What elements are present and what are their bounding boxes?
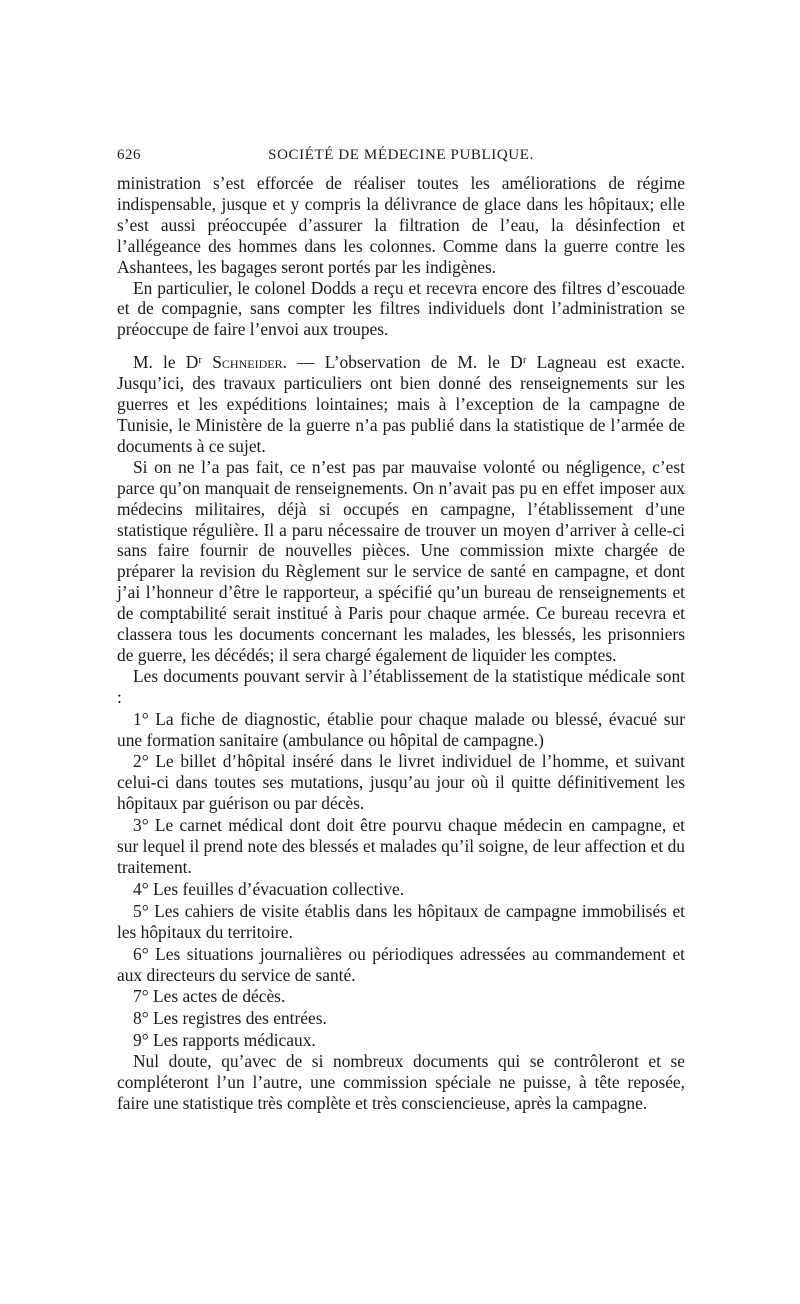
body-text (117, 173, 685, 1114)
list-item: 1° La fiche de diagnostic, établie pour chaque malade ou blessé, évacué sur une formation sanitaire (ambulance ou hôpital de campagne.) (117, 708, 685, 750)
list-item: 5° Les cahiers de visite établis dans les hôpitaux de campagne immobilisés et les hôpitaux du territoire. (117, 900, 685, 942)
list-item: 9° Les rapports médicaux. (133, 1030, 316, 1051)
list-item: 7° Les actes de décès. (133, 986, 286, 1007)
running-header (117, 147, 685, 171)
paragraph-schneider-text: — L’observation de M. le Dʳ Lagneau est exacte. Jusqu’ici, des travaux particuliers ont bien donné des renseignements sur les guerres et les expéditions lointaines; mais à l’exception de la campagne de Tunisie, le Ministère de la guerre n’a pas publié dans la statistique de l’armée de documents à ce sujet. (117, 352, 685, 456)
speaker-name: Schneider. (212, 352, 287, 373)
list-item: 6° Les situations journalières ou périodiques adressées au commandement et aux directeurs du service de santé. (117, 943, 685, 985)
paragraph-continuation: ministration s’est efforcée de réaliser toutes les améliorations de régime indispensable, jusque et y compris la délivrance de glace dans les hôpitaux; elle s’est aussi préoccupée d’assurer la filtration de l’eau, la désinfection et l’allégeance des hommes dans les colonnes. Comme dans la guerre contre les Ashantees, les bagages seront portés par les indigènes. (117, 173, 685, 277)
paragraph-schneider (117, 352, 685, 457)
speaker-prefix: M. le Dʳ (133, 352, 213, 373)
book-page (117, 147, 685, 1114)
paragraph-statistics: Si on ne l’a pas fait, ce n’est pas par mauvaise volonté ou négligence, c’est parce qu’on manquait de renseignements. On n’avait pas pu en effet imposer aux médecins militaires, déjà si occupés en campagne, l’établissement d’une statistique régulière. Il a paru nécessaire de trouver un moyen d’arriver à celle-ci sans faire fournir de nouvelles pièces. Une commission mixte chargée de préparer la revision du Règlement sur le service de santé en campagne, et dont j’ai l’honneur d’être le rapporteur, a spécifié qu’un bureau de renseignements et de comptabilité serait institué à Paris pour chaque armée. Ce bureau recevra et classera tous les documents concernant les malades, les blessés, les prisonniers de guerre, les décédés; il sera chargé également de liquider les comptes. (117, 456, 685, 665)
list-item: 8° Les registres des entrées. (133, 1008, 327, 1029)
list-item: 4° Les feuilles d’évacuation collective. (133, 878, 405, 899)
list-item: 2° Le billet d’hôpital inséré dans le livret individuel de l’homme, et suivant celui-ci dans toutes ses mutations, jusqu’au jour où il quitte définitivement les hôpitaux par guérison ou par décès. (117, 751, 685, 814)
page-number: 626 (117, 147, 141, 163)
paragraph-filters: En particulier, le colonel Dodds a reçu et recevra encore des filtres d’escouade et de compagnie, sans compter les filtres individuels dont l’administration se préoccupe de faire l’envoi aux troupes. (117, 277, 685, 340)
paragraph-closing: Nul doute, qu’avec de si nombreux documents qui se contrôleront et se compléteront l’un l’autre, une commission spéciale ne puisse, à tête reposée, faire une statistique très complète et très consciencieuse, après la campagne. (117, 1051, 685, 1113)
list-item: 3° Le carnet médical dont doit être pourvu chaque médecin en campagne, et sur lequel il prend note des blessés et malades qu’il soigne, de leur affection et du traitement. (117, 815, 685, 877)
running-title: SOCIÉTÉ DE MÉDECINE PUBLIQUE. (268, 147, 534, 163)
paragraph-documents-intro: Les documents pouvant servir à l’établissement de la statistique médicale sont : (117, 665, 685, 707)
